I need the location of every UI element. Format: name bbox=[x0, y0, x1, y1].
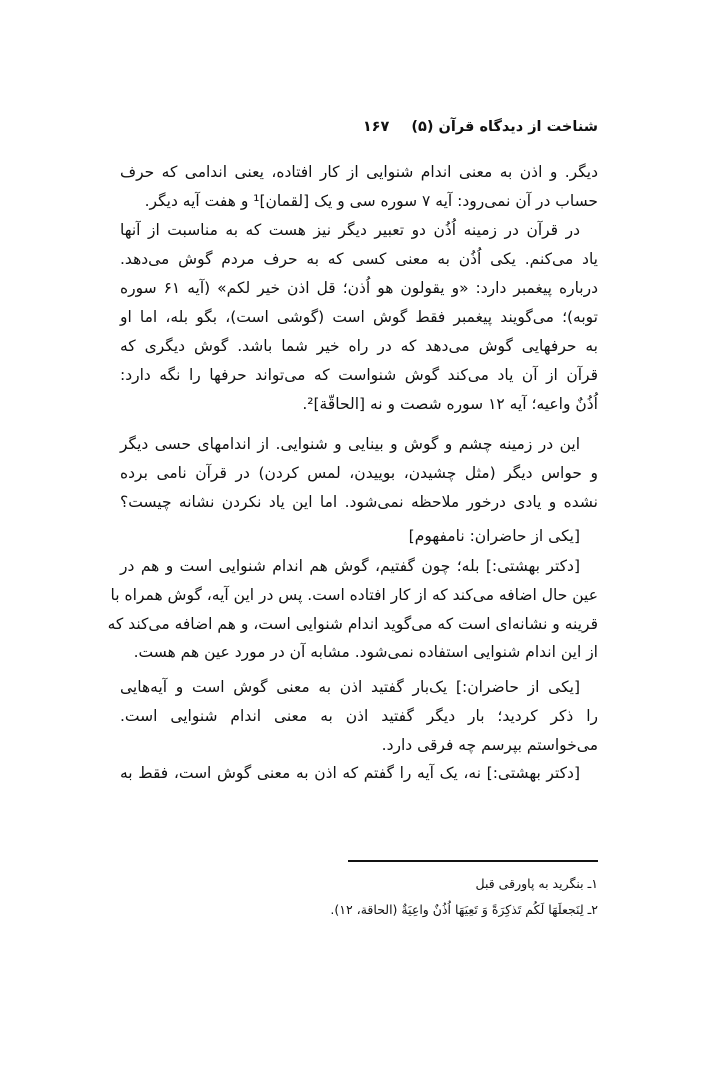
text-line: [یکی از حاضران: نامفهوم] bbox=[408, 527, 580, 545]
text-line: قرآن از آن یاد می‌کند گوش شنواست که می‌تواند حرفها را نگه دارد: bbox=[120, 366, 598, 384]
text-line: [یکی از حاضران:] یک‌بار گفتید اذن به معنی گوش است و آیه‌هایی bbox=[120, 678, 580, 696]
text-line: توبه)؛ می‌گویند پیغمبر فقط گوش است (گوشی است)، بگو بله، اما او bbox=[120, 308, 598, 326]
text-line: می‌خواستم بپرسم چه فرقی دارد. bbox=[381, 736, 598, 754]
text-line: عین حال اضافه می‌کند که از کار افتاده است. پس در این آیه، گوش همراه با bbox=[110, 586, 598, 604]
text-line: دیگر. و اذن به معنی اندام شنوایی از کار افتاده، یعنی اندامی که حرف bbox=[120, 163, 598, 181]
text-line: در قرآن در زمینه اُذُن دو تعبیر دیگر نیز هست که به مناسبت از آنها bbox=[120, 221, 580, 239]
text-line: قرینه و نشانه‌ای است که می‌گوید اندام شنوایی است، و هم اضافه می‌کند که bbox=[107, 615, 598, 633]
text-line: یاد می‌کنم. یکی اُذُن به معنی کسی که به حرف مردم گوش می‌دهد. bbox=[120, 250, 598, 268]
text-line: را ذکر کردید؛ بار دیگر گفتید اذن به معنی اندام شنوایی است. bbox=[120, 707, 598, 725]
footnote-separator bbox=[348, 860, 598, 862]
text-line: حساب در آن نمی‌رود: آیه ۷ سوره سی و یک [لقمان]¹ و هفت آیه دیگر. bbox=[144, 192, 598, 210]
text-line: نشده و یادی درخور ملاحظه نمی‌شود. اما این یاد نکردن نشانه چیست؟ bbox=[120, 493, 598, 511]
text-line: اُذُنٌ واعیه؛ آیه ۱۲ سوره شصت و نه [الحاقّة]². bbox=[302, 395, 598, 413]
page-number: ۱۶۷ bbox=[362, 119, 390, 135]
text-line: از این اندام شنوایی استفاده نمی‌شود. مشابه آن در مورد عین هم هست. bbox=[133, 643, 598, 661]
text-line: [دکتر بهشتی:] نه، یک آیه را گفتم که اذن به معنی گوش است، فقط به bbox=[120, 764, 580, 782]
text-line: [دکتر بهشتی:] بله؛ چون گفتیم، گوش هم اندام شنوایی است و هم در bbox=[120, 557, 580, 575]
text-line: درباره پیغمبر دارد: «و یقولون هو اُذن؛ قل اذن خیر لکم» (آیه ۶۱ سوره bbox=[120, 279, 598, 297]
footnote-2: ۲ـ لِنَجعلَهَا لَکُم تَذکِرَةً وَ تَعِیَهَا اُذُنٌ واعِیَةٌ (الحاقة، ۱۲). bbox=[330, 902, 598, 917]
text-line: این در زمینه چشم و گوش و بینایی و شنوایی. از اندامهای حسی دیگر bbox=[120, 435, 580, 453]
footnote-1: ۱ـ بنگرید به پاورقی قبل bbox=[475, 876, 598, 891]
text-line: به حرفهایی گوش می‌دهد که در راه خیر شما باشد. گوش دیگری که bbox=[120, 337, 598, 355]
header-title: شناخت از دیدگاه قرآن (۵) bbox=[411, 119, 598, 135]
text-line: و حواس دیگر (مثل چشیدن، بوییدن، لمس کردن) در قرآن نامی برده bbox=[120, 464, 598, 482]
running-header bbox=[120, 114, 598, 140]
